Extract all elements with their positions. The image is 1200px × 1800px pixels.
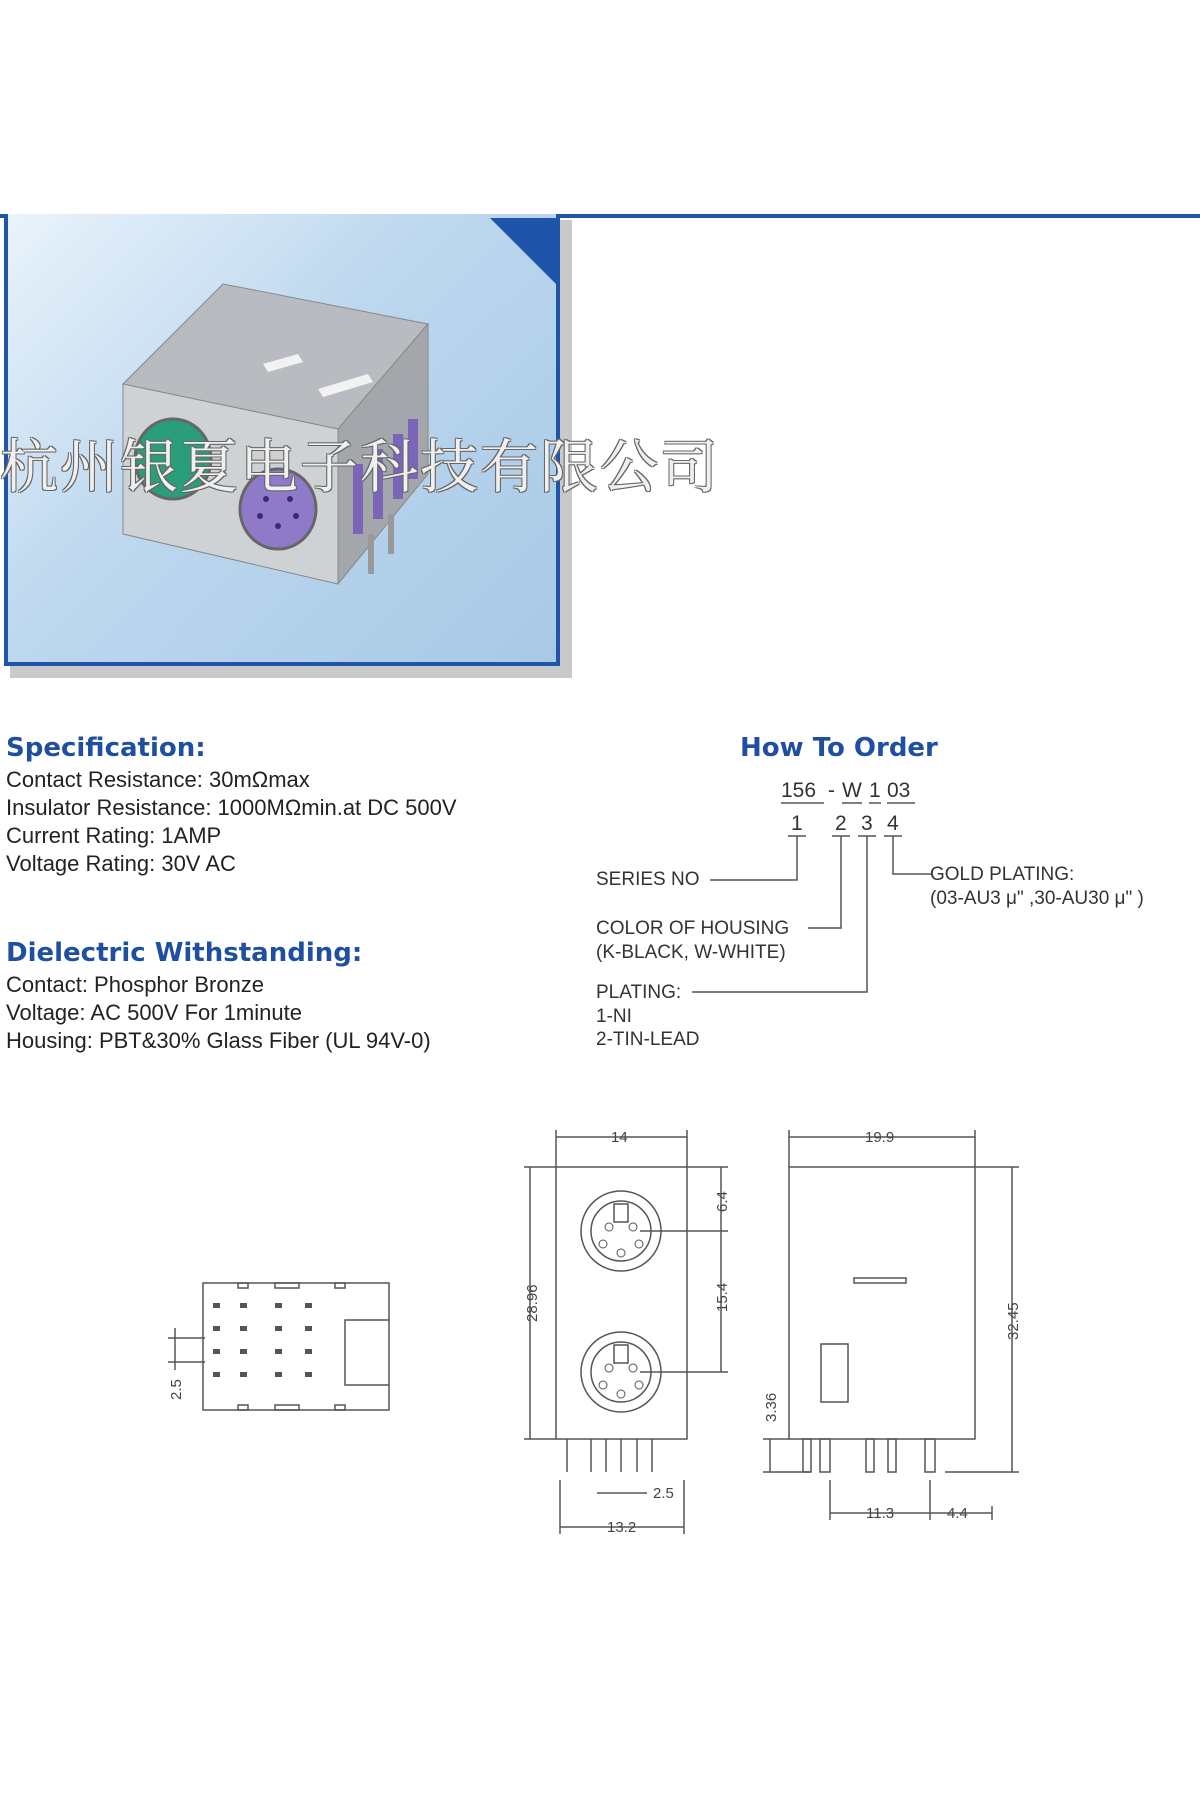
company-watermark: 杭州银夏电子科技有限公司 bbox=[0, 433, 721, 501]
gold-plating-label: GOLD PLATING: bbox=[930, 864, 1075, 885]
code-series: 156 bbox=[781, 779, 817, 802]
dim-side-pin1: 11.3 bbox=[866, 1505, 895, 1522]
color-options-label: (K-BLACK, W-WHITE) bbox=[596, 942, 786, 963]
spec-list bbox=[6, 766, 457, 878]
footprint-outline bbox=[203, 1283, 389, 1410]
spec-line: Insulator Resistance: 1000MΩmin.at DC 500V bbox=[6, 795, 457, 820]
dim-port-gap: 15.4 bbox=[714, 1282, 731, 1312]
dim-side-pin2: 4.4 bbox=[947, 1505, 968, 1522]
plating-label: PLATING: bbox=[596, 982, 682, 1003]
dim-side-height: 32.45 bbox=[1005, 1302, 1022, 1340]
corner-accent bbox=[490, 218, 560, 288]
dielectric-list bbox=[6, 971, 431, 1055]
spec-line: Current Rating: 1AMP bbox=[6, 823, 222, 848]
dielectric-line: Voltage: AC 500V For 1minute bbox=[6, 1000, 302, 1025]
dim-foot-pitch: 2.5 bbox=[168, 1379, 185, 1400]
technical-drawings bbox=[0, 1100, 1200, 1560]
index-2: 2 bbox=[835, 812, 847, 835]
order-diagram bbox=[580, 770, 1200, 1060]
plating-option-1: 1-NI bbox=[596, 1006, 632, 1027]
code-dash: - bbox=[828, 779, 835, 802]
dim-front-width: 14 bbox=[611, 1129, 628, 1146]
footprint-holes bbox=[213, 1223, 643, 1398]
dim-side-width: 19.9 bbox=[865, 1129, 895, 1146]
dielectric-line: Contact: Phosphor Bronze bbox=[6, 972, 265, 997]
code-color: W bbox=[842, 779, 862, 802]
spec-line: Contact Resistance: 30mΩmax bbox=[6, 767, 310, 792]
code-gold: 03 bbox=[887, 779, 911, 802]
dielectric-line: Housing: PBT&30% Glass Fiber (UL 94V-0) bbox=[6, 1028, 431, 1053]
index-4: 4 bbox=[887, 812, 899, 835]
dim-pin-pitch: 2.5 bbox=[653, 1485, 674, 1502]
plating-option-2: 2-TIN-LEAD bbox=[596, 1029, 700, 1050]
dim-front-height: 28.96 bbox=[524, 1284, 541, 1322]
code-plating: 1 bbox=[869, 779, 881, 802]
gold-options-label: (03-AU3 μ" ,30-AU30 μ" ) bbox=[930, 888, 1144, 909]
spec-line: Voltage Rating: 30V AC bbox=[6, 851, 236, 876]
dielectric-heading: Dielectric Withstanding: bbox=[6, 938, 363, 968]
spec-heading: Specification: bbox=[6, 733, 206, 763]
order-heading: How To Order bbox=[740, 733, 938, 763]
dim-pin-length: 3.36 bbox=[763, 1392, 780, 1422]
color-housing-label: COLOR OF HOUSING bbox=[596, 918, 790, 939]
dim-top-gap: 6.4 bbox=[714, 1191, 731, 1212]
series-label: SERIES NO bbox=[596, 869, 700, 890]
side-view-outline bbox=[789, 1167, 975, 1439]
index-1: 1 bbox=[791, 812, 803, 835]
index-3: 3 bbox=[861, 812, 873, 835]
dim-pin-span: 13.2 bbox=[607, 1519, 637, 1536]
